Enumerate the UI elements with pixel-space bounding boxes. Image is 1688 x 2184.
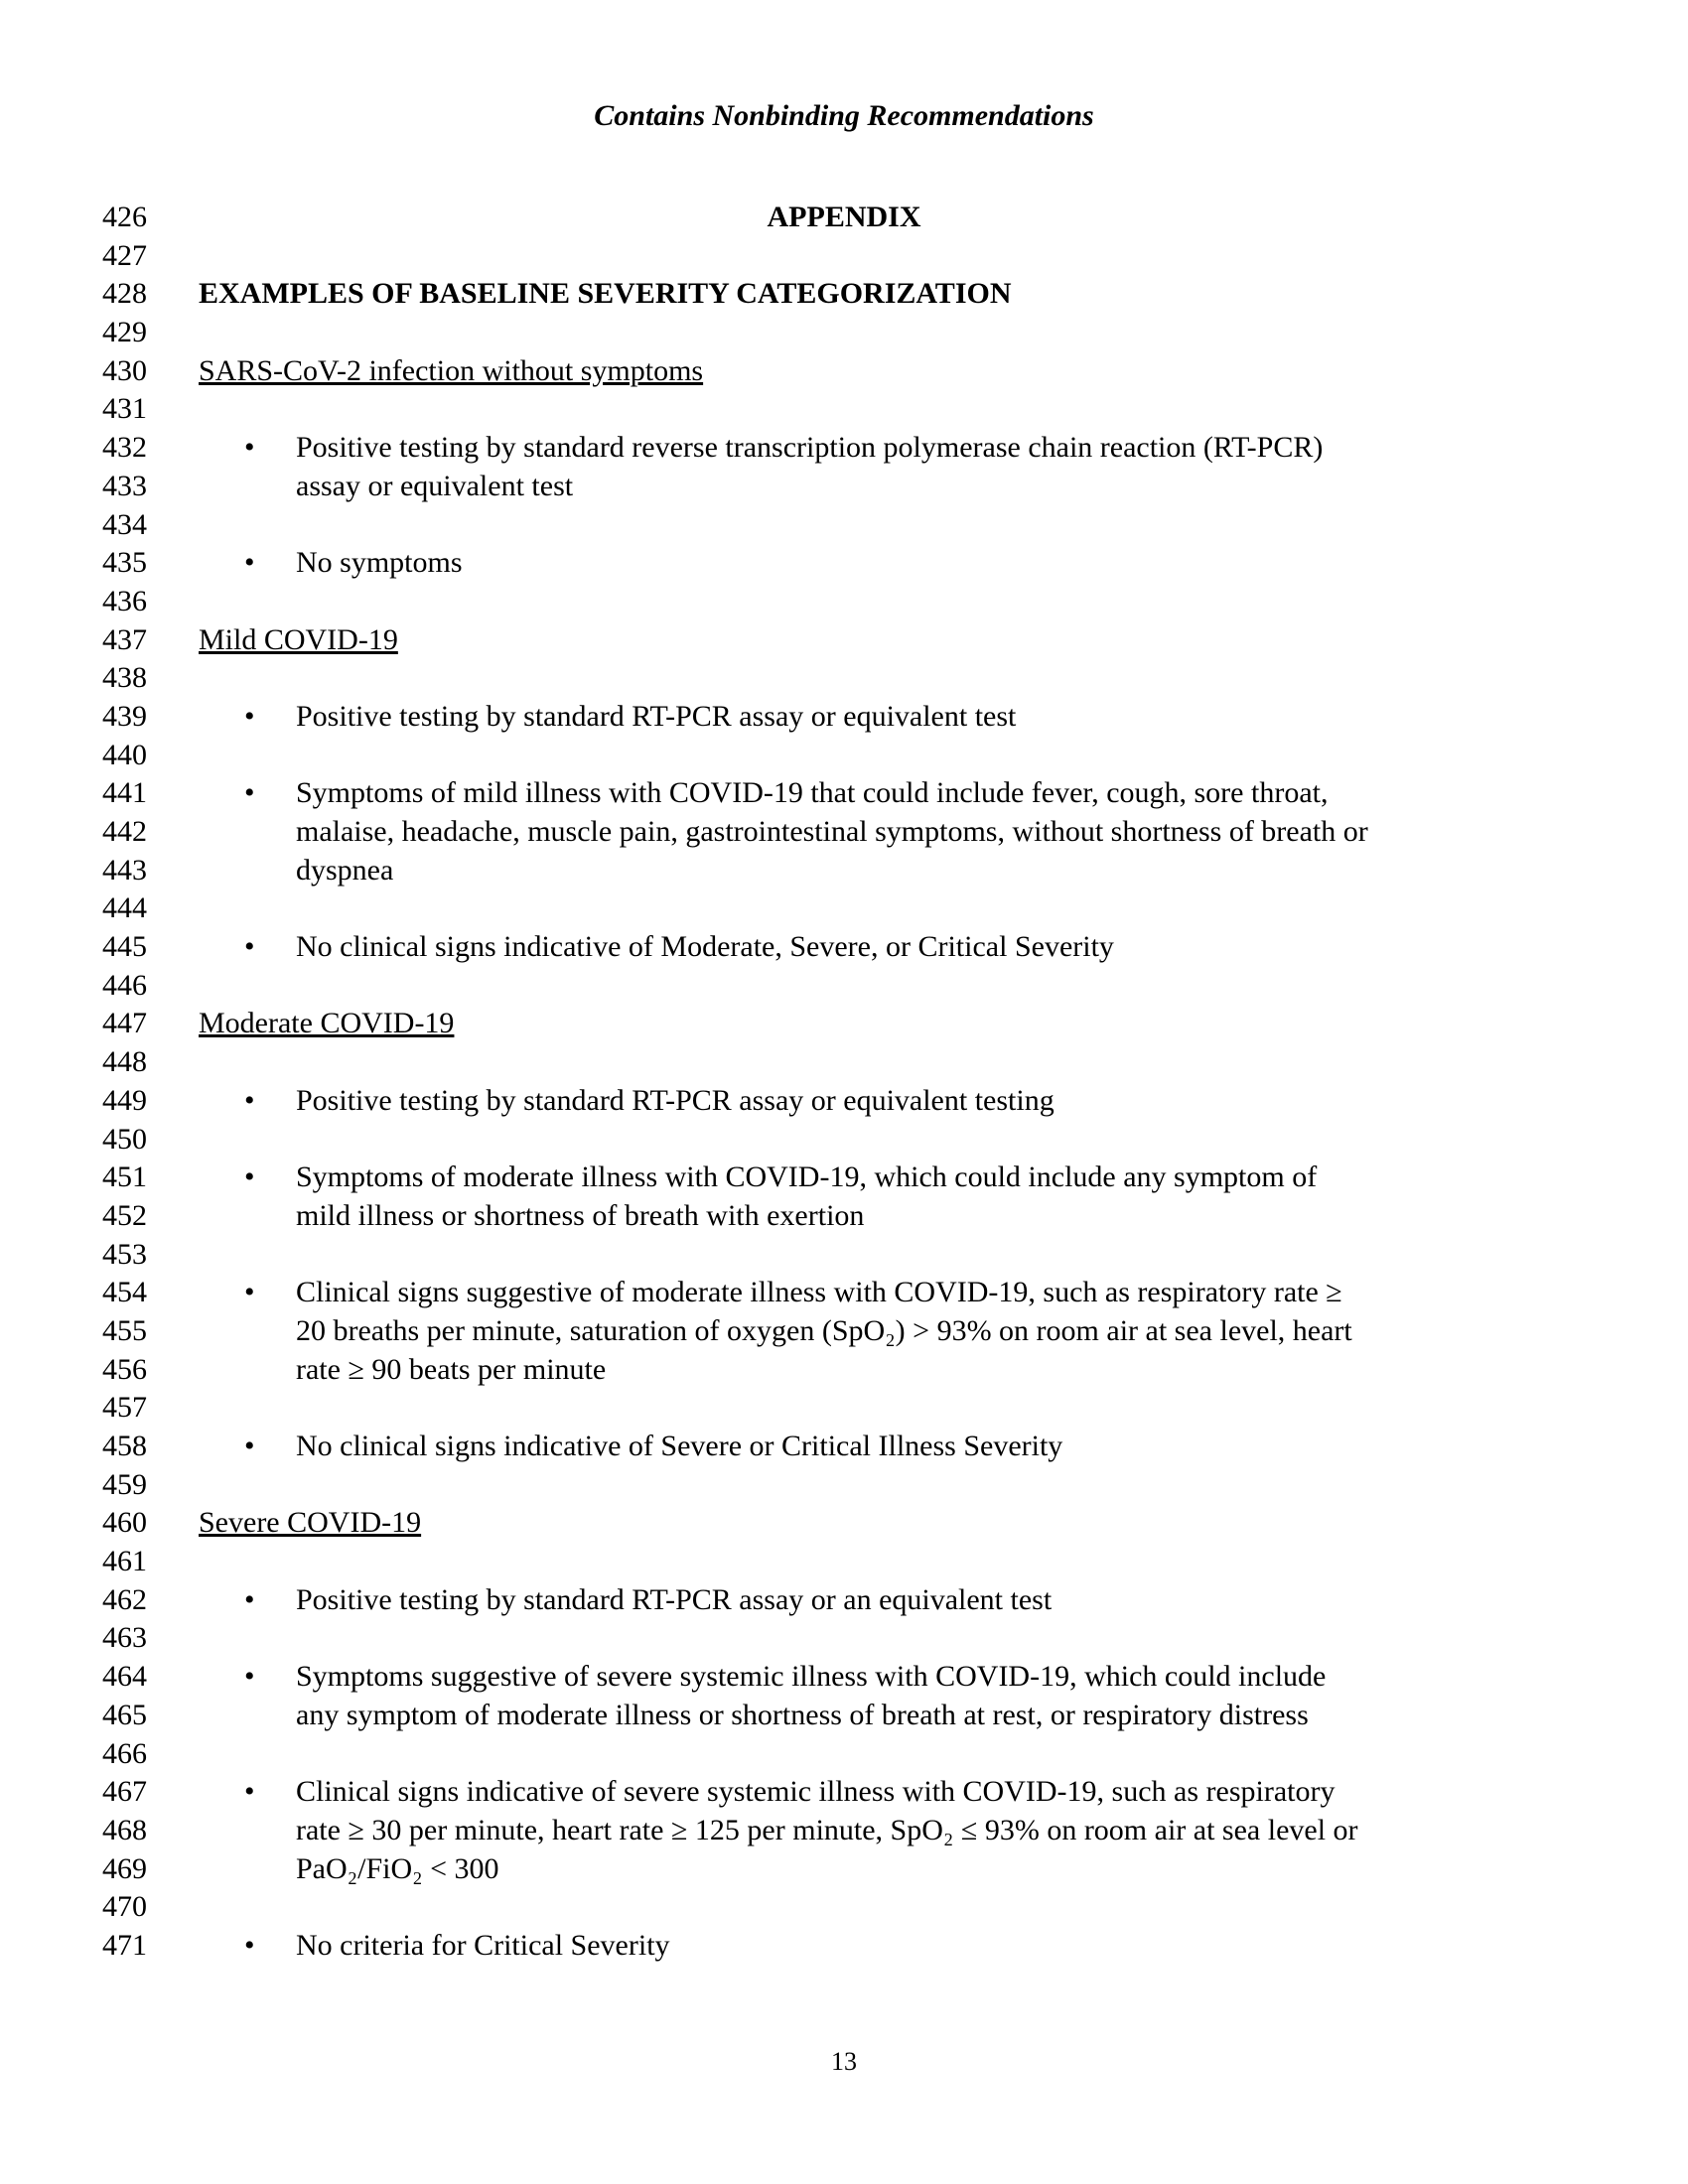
document-line [0, 1658, 1688, 1697]
bullet-icon: • [244, 1160, 255, 1194]
document-line [0, 889, 1688, 928]
document-line [0, 1850, 1688, 1889]
line-number: 445 [102, 930, 147, 964]
line-number: 467 [102, 1775, 147, 1809]
bullet-text-continued: rate ≥ 90 beats per minute [296, 1352, 607, 1386]
document-line [0, 1888, 1688, 1927]
line-number: 435 [102, 546, 147, 580]
line-number: 444 [102, 891, 147, 925]
page-number: 13 [831, 2047, 857, 2076]
page-header: Contains Nonbinding Recommendations [594, 99, 1094, 132]
document-line [0, 1927, 1688, 1966]
line-number: 432 [102, 431, 147, 465]
document-line [0, 1504, 1688, 1543]
document-line [0, 1619, 1688, 1658]
bullet-icon: • [244, 1083, 255, 1117]
bullet-text-continued: assay or equivalent test [296, 469, 574, 502]
line-number: 427 [102, 238, 147, 272]
line-number: 452 [102, 1198, 147, 1232]
document-line [0, 352, 1688, 391]
line-number: 443 [102, 853, 147, 887]
line-number: 426 [102, 201, 147, 233]
line-number: 433 [102, 469, 147, 502]
line-number: 451 [102, 1160, 147, 1194]
bullet-text: Symptoms suggestive of severe systemic illness with COVID-19, which could include [296, 1660, 1327, 1694]
bullet-icon: • [244, 546, 255, 580]
line-number: 464 [102, 1660, 147, 1694]
line-number: 441 [102, 776, 147, 810]
line-number: 449 [102, 1083, 147, 1117]
line-number: 434 [102, 507, 147, 541]
line-number: 428 [102, 277, 147, 311]
bullet-text: Symptoms of moderate illness with COVID-19, which could include any symptom of [296, 1160, 1318, 1194]
bullet-icon: • [244, 1276, 255, 1309]
document-line [0, 583, 1688, 621]
document-line [0, 237, 1688, 276]
bullet-icon: • [244, 1660, 255, 1694]
document-line [0, 1735, 1688, 1774]
line-number: 459 [102, 1467, 147, 1501]
line-number: 465 [102, 1698, 147, 1731]
line-number: 439 [102, 699, 147, 733]
subsection-heading: SARS-CoV-2 infection without symptoms [199, 353, 704, 387]
line-number: 461 [102, 1545, 147, 1578]
line-number: 437 [102, 622, 147, 656]
line-number: 458 [102, 1430, 147, 1462]
document-line [0, 1005, 1688, 1043]
line-number: 457 [102, 1391, 147, 1425]
document-line [0, 1466, 1688, 1505]
line-number: 453 [102, 1237, 147, 1271]
bullet-text: No clinical signs indicative of Severe or Critical Illness Severity [296, 1430, 1063, 1462]
document-line [0, 1274, 1688, 1312]
document-line [0, 1389, 1688, 1428]
line-number: 456 [102, 1352, 147, 1386]
document-line [0, 1812, 1688, 1850]
document-line [0, 967, 1688, 1006]
bullet-text: Positive testing by standard RT-PCR assay or an equivalent test [296, 1582, 1053, 1616]
line-number: 436 [102, 584, 147, 617]
line-number: 440 [102, 738, 147, 771]
line-number: 430 [102, 353, 147, 387]
document-line [0, 1236, 1688, 1275]
document-body [0, 199, 1688, 1966]
document-line [0, 852, 1688, 890]
document-line [0, 1312, 1688, 1351]
document-line [0, 621, 1688, 660]
line-number: 454 [102, 1276, 147, 1309]
bullet-icon: • [244, 776, 255, 810]
line-number: 460 [102, 1506, 147, 1540]
line-number: 455 [102, 1313, 147, 1347]
line-number: 431 [102, 392, 147, 426]
document-line [0, 390, 1688, 429]
bullet-text-continued: any symptom of moderate illness or shortness of breath at rest, or respiratory distress [296, 1698, 1309, 1731]
document-line [0, 813, 1688, 852]
document-line [0, 199, 1688, 237]
document-line [0, 1351, 1688, 1390]
bullet-text-continued: 20 breaths per minute, saturation of oxygen (SpO₂) > 93% on room air at sea level, heart [296, 1313, 1352, 1347]
bullet-icon: • [244, 699, 255, 733]
section-heading: EXAMPLES OF BASELINE SEVERITY CATEGORIZATION [199, 277, 1012, 311]
bullet-text-continued: PaO₂/FiO₂ < 300 [296, 1851, 499, 1885]
document-line [0, 659, 1688, 698]
line-number: 469 [102, 1851, 147, 1885]
line-number: 463 [102, 1621, 147, 1655]
document-line [0, 1121, 1688, 1160]
document-line [0, 1697, 1688, 1735]
document-line [0, 737, 1688, 775]
document-line [0, 1543, 1688, 1581]
bullet-icon: • [244, 1430, 255, 1462]
line-number: 466 [102, 1736, 147, 1770]
line-number: 448 [102, 1045, 147, 1079]
document-line [0, 544, 1688, 583]
line-number: 470 [102, 1890, 147, 1924]
line-number: 462 [102, 1582, 147, 1616]
bullet-text-continued: malaise, headache, muscle pain, gastrointestinal symptoms, without shortness of breath or [296, 815, 1368, 848]
document-line [0, 1159, 1688, 1197]
line-number: 429 [102, 316, 147, 349]
bullet-text: Positive testing by standard reverse transcription polymerase chain reaction (RT-PCR) [296, 431, 1324, 465]
subsection-heading: Moderate COVID-19 [199, 1007, 455, 1040]
line-number: 450 [102, 1122, 147, 1156]
bullet-text: Clinical signs suggestive of moderate illness with COVID-19, such as respiratory rate ≥ [296, 1276, 1342, 1309]
document-line [0, 314, 1688, 352]
line-number: 468 [102, 1813, 147, 1846]
line-number: 442 [102, 815, 147, 848]
bullet-text: No clinical signs indicative of Moderate, Severe, or Critical Severity [296, 930, 1114, 964]
document-line [0, 1773, 1688, 1812]
line-number: 446 [102, 968, 147, 1002]
bullet-text: No symptoms [296, 546, 463, 580]
document-line [0, 1082, 1688, 1121]
line-number: 447 [102, 1007, 147, 1040]
bullet-text: No criteria for Critical Severity [296, 1928, 670, 1962]
subsection-heading: Severe COVID-19 [199, 1506, 422, 1540]
line-number: 471 [102, 1928, 147, 1962]
bullet-text-continued: dyspnea [296, 853, 394, 887]
document-line [0, 275, 1688, 314]
document-line [0, 1581, 1688, 1620]
bullet-icon: • [244, 1928, 255, 1962]
subsection-heading: Mild COVID-19 [199, 622, 398, 656]
bullet-text: Clinical signs indicative of severe systemic illness with COVID-19, such as respiratory [296, 1775, 1336, 1809]
document-line [0, 928, 1688, 967]
document-line [0, 1043, 1688, 1082]
appendix-title: APPENDIX [767, 201, 921, 233]
document-line [0, 774, 1688, 813]
bullet-text-continued: mild illness or shortness of breath with exertion [296, 1198, 865, 1232]
document-line [0, 698, 1688, 737]
document-line [0, 506, 1688, 545]
bullet-text-continued: rate ≥ 30 per minute, heart rate ≥ 125 per minute, SpO₂ ≤ 93% on room air at sea level or [296, 1813, 1358, 1846]
document-line [0, 429, 1688, 468]
bullet-icon: • [244, 1582, 255, 1616]
document-line [0, 1428, 1688, 1466]
bullet-text: Positive testing by standard RT-PCR assay or equivalent test [296, 699, 1017, 733]
bullet-icon: • [244, 930, 255, 964]
bullet-text: Symptoms of mild illness with COVID-19 that could include fever, cough, sore throat, [296, 776, 1329, 810]
document-line [0, 468, 1688, 506]
line-number: 438 [102, 661, 147, 695]
document-line [0, 1197, 1688, 1236]
bullet-icon: • [244, 431, 255, 465]
bullet-icon: • [244, 1775, 255, 1809]
bullet-text: Positive testing by standard RT-PCR assay or equivalent testing [296, 1083, 1055, 1117]
